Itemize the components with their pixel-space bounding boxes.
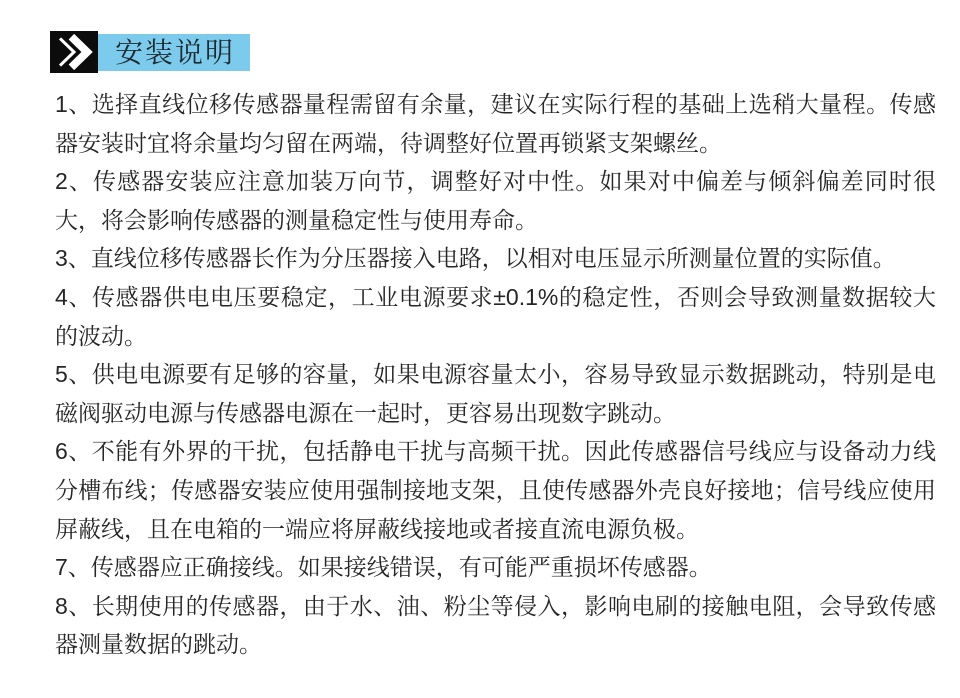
instruction-item-5: 5、供电电源要有足够的容量，如果电源容量太小，容易导致显示数据跳动，特别是电磁阀驱动电源与传感器电源在一起时，更容易出现数字跳动。 xyxy=(55,361,936,426)
instruction-item-1: 1、选择直线位移传感器量程需留有余量，建议在实际行程的基础上选稍大量程。传感器安装时宜将余量均匀留在两端，待调整好位置再锁紧支架螺丝。 xyxy=(55,91,936,156)
instruction-item-2: 2、传感器安装应注意加装万向节，调整好对中性。如果对中偏差与倾斜偏差同时很大，将会影响传感器的测量稳定性与使用寿命。 xyxy=(55,168,936,233)
section-title-bar xyxy=(98,34,250,71)
instructions-list xyxy=(55,85,936,664)
installation-instructions-page xyxy=(0,31,960,698)
instruction-item-7: 7、传感器应正确接线。如果接线错误，有可能严重损坏传感器。 xyxy=(55,554,712,581)
instruction-item-4: 4、传感器供电电压要稳定，工业电源要求±0.1%的稳定性，否则会导致测量数据较大的波动。 xyxy=(55,283,936,349)
instruction-item-3: 3、直线位移传感器长作为分压器接入电路，以相对电压显示所测量位置的实际值。 xyxy=(55,245,896,272)
page-title: 安装说明 xyxy=(115,36,236,68)
instruction-item-6: 6、不能有外界的干扰，包括静电干扰与高频干扰。因此传感器信号线应与设备动力线分槽布线；传感器安装应使用强制接地支架，且使传感器外壳良好接地；信号线应使用屏蔽线，且在电箱的一端应将屏蔽线接地或者接直流电源负极。 xyxy=(55,438,936,542)
section-header xyxy=(50,31,960,73)
instruction-item-8: 8、长期使用的传感器，由于水、油、粉尘等侵入，影响电刷的接触电阻，会导致传感器测量数据的跳动。 xyxy=(55,592,936,658)
double-chevron-right-icon xyxy=(50,31,98,73)
